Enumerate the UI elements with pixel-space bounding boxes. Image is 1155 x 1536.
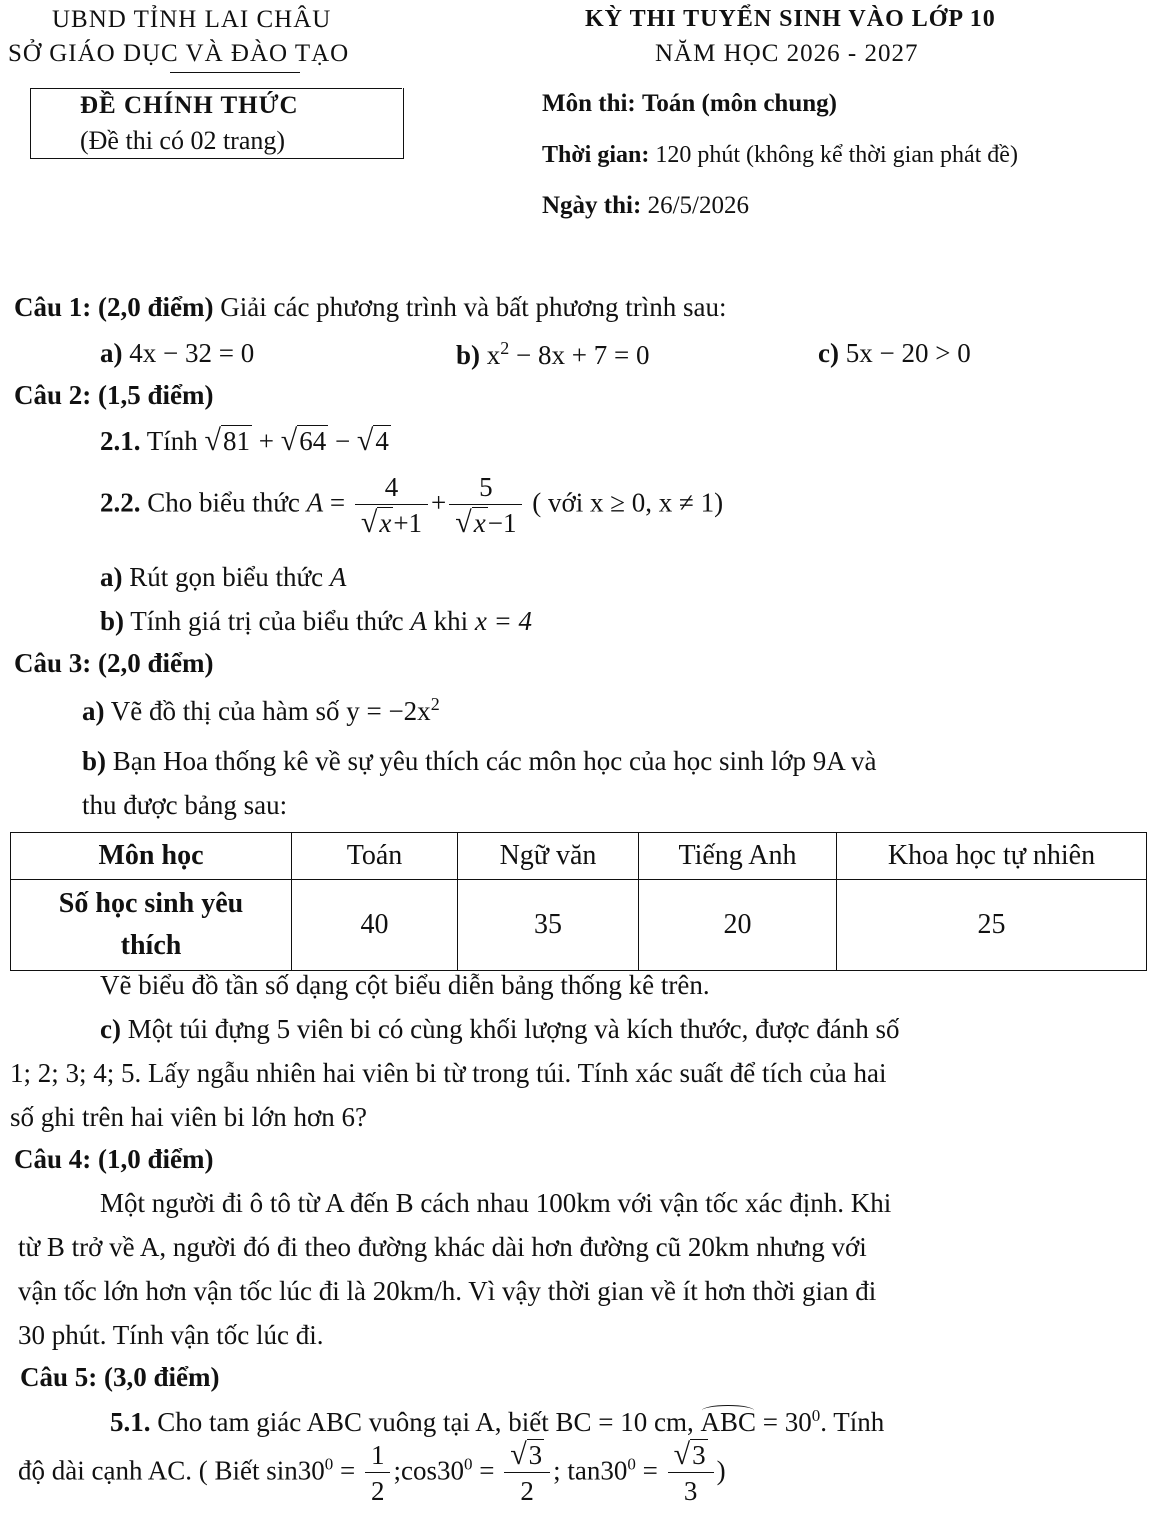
q4-line-2: từ B trở về A, người đó đi theo đường khác dài hơn đường cũ 20km nhưng với	[18, 1232, 867, 1262]
q4-line-4: 30 phút. Tính vận tốc lúc đi.	[18, 1320, 324, 1350]
fraction-2	[449, 470, 522, 541]
date-label: Ngày thi:	[542, 192, 642, 219]
tan-fraction	[668, 1438, 714, 1509]
table-cell: 20	[639, 880, 837, 971]
q3c-line-1: Một túi đựng 5 viên bi có cùng khối lượng và kích thước, được đánh số	[127, 1014, 900, 1044]
table-row	[11, 880, 1147, 971]
date-value: 26/5/2026	[647, 192, 749, 219]
cos-denominator: 2	[520, 1476, 534, 1506]
school-year: NĂM HỌC 2026 - 2027	[655, 40, 919, 67]
question-2-2a	[100, 562, 346, 593]
question-5-title: Câu 5: (3,0 điểm)	[20, 1362, 220, 1392]
subject-label: Môn thi:	[542, 90, 636, 117]
official-label: ĐỀ CHÍNH THỨC	[80, 92, 299, 119]
degree-sup: 0	[463, 1454, 473, 1474]
q3c-line-2: 1; 2; 3; 4; 5. Lấy ngẫu nhiên hai viên bi từ trong túi. Tính xác suất để tích của hai	[10, 1058, 887, 1088]
fraction-1-denominator	[355, 505, 428, 541]
pages-note: (Đề thi có 02 trang)	[80, 126, 286, 155]
close-paren: )	[716, 1455, 726, 1486]
sqrt-icon: √	[455, 506, 472, 539]
q3c-label: c)	[100, 1014, 121, 1044]
angle-abc	[700, 1407, 756, 1438]
question-4-title: Câu 4: (1,0 điểm)	[14, 1144, 214, 1174]
angle-label: ABC	[700, 1407, 756, 1437]
q3a-function: y = −2x	[346, 696, 431, 726]
table-header-cell: Môn học	[11, 833, 292, 880]
equals: =	[472, 1455, 495, 1486]
q2-1-text: Tính	[146, 426, 198, 456]
q2-2-condition: ( với x ≥ 0, x ≠ 1)	[532, 487, 724, 518]
q4-line-1: Một người đi ô tô từ A đến B cách nhau 100km với vận tốc xác định. Khi	[100, 1188, 892, 1218]
q1b-base: x	[486, 340, 501, 370]
sqrt-icon: √	[356, 424, 374, 457]
q3a-exponent: 2	[430, 694, 440, 714]
time-value: 120 phút (không kể thời gian phát đề)	[655, 142, 1018, 168]
var-A: A	[306, 487, 324, 518]
equals: =	[333, 1455, 356, 1486]
question-3b-instruction: Vẽ biểu đồ tần số dạng cột biểu diễn bảng thống kê trên.	[100, 970, 710, 1000]
q5-1-label: 5.1.	[110, 1407, 151, 1437]
cos-fraction	[504, 1438, 550, 1509]
radicand-x: x	[379, 508, 392, 538]
var-A: A	[410, 606, 427, 636]
table-cell: 35	[458, 880, 639, 971]
table-cell: 25	[837, 880, 1147, 971]
time-line	[542, 142, 1018, 169]
table-cell: Toán	[292, 833, 458, 880]
q5-hint-pre: độ dài cạnh AC. ( Biết sin30	[18, 1455, 325, 1486]
question-3b	[82, 746, 877, 777]
q2-1-label: 2.1.	[100, 426, 141, 456]
equals: =	[635, 1455, 658, 1486]
question-2-title: Câu 2: (1,5 điểm)	[14, 380, 214, 410]
sqrt-icon: √	[280, 424, 298, 457]
q3b-text: Bạn Hoa thống kê về sự yêu thích các môn học của học sinh lớp 9A và	[112, 746, 877, 776]
q1c-label: c)	[818, 338, 839, 368]
table-cell: Khoa học tự nhiên	[837, 833, 1147, 880]
q3c-line-3: số ghi trên hai viên bi lớn hơn 6?	[10, 1102, 367, 1132]
radicand-x: x	[473, 508, 486, 538]
cos-label: ;cos30	[393, 1455, 464, 1486]
province-committee: UBND TỈNH LAI CHÂU	[52, 6, 332, 33]
q5-1-text: Cho tam giác ABC vuông tại A, biết BC = 10 cm,	[157, 1407, 694, 1437]
q2-2-text: Cho biểu thức	[147, 487, 300, 518]
table-header-cell	[11, 880, 292, 971]
q2-2-label: 2.2.	[100, 487, 141, 518]
subject-line	[542, 90, 837, 118]
question-2-2: 2.2. Cho biểu thức A = $\frac{4}{√x+1}$ + $\frac{5}{√x-1}$ ( với x ≥ 0, x ≠ 1)	[100, 472, 724, 539]
q1b-exponent: 2	[500, 338, 510, 358]
exam-name: KỲ THI TUYỂN SINH VÀO LỚP 10	[585, 6, 996, 32]
sqrt-icon: √	[360, 506, 378, 539]
statistics-table	[10, 832, 1147, 971]
subject-value: Toán (môn chung)	[642, 90, 837, 117]
question-1	[14, 292, 726, 323]
table-cell: Tiếng Anh	[639, 833, 837, 880]
question-1-title: Câu 1: (2,0 điểm)	[14, 292, 214, 322]
radicand-64: 64	[299, 426, 327, 456]
question-3c	[100, 1014, 900, 1045]
angle-value: = 30	[762, 1407, 812, 1437]
tan-denominator: 3	[683, 1476, 698, 1506]
fraction-2-numerator: 5	[449, 470, 522, 505]
cos-numerator	[504, 1438, 550, 1473]
question-5-1	[110, 1406, 884, 1438]
table-cell: 40	[292, 880, 458, 971]
fraction-2-denominator	[449, 505, 522, 541]
q2b-text: Tính giá trị của biểu thức	[130, 606, 404, 636]
question-1-text: Giải các phương trình và bất phương trình sau:	[220, 292, 727, 322]
q2b-value: x = 4	[474, 606, 533, 636]
degree-sup: 0	[324, 1454, 334, 1474]
question-2-1: 2.1. Tính √81 + √64 − √4	[100, 424, 389, 457]
tan-label: ; tan30	[553, 1455, 628, 1486]
q1b-label: b)	[456, 340, 481, 370]
sin-denominator: 2	[370, 1476, 385, 1506]
radicand-81: 81	[222, 426, 250, 456]
question-3a	[82, 694, 440, 727]
question-3-title: Câu 3: (2,0 điểm)	[14, 648, 214, 678]
q3b-label: b)	[82, 746, 107, 776]
sin-numerator: 1	[365, 1438, 391, 1473]
var-A: A	[329, 562, 347, 592]
sqrt-icon: √	[510, 1438, 527, 1471]
den-1-rest: +1	[393, 508, 423, 538]
q1a-label: a)	[100, 338, 123, 368]
question-1b	[456, 338, 649, 371]
q2a-label: a)	[100, 562, 123, 592]
degree-sup: 0	[811, 1406, 821, 1425]
sin-fraction	[365, 1438, 391, 1509]
sqrt-icon: √	[204, 424, 221, 457]
q2a-text: Rút gọn biểu thức	[129, 562, 324, 592]
q5-hint	[18, 1438, 726, 1509]
table-cell: Ngữ văn	[458, 833, 639, 880]
tan-numerator	[668, 1438, 714, 1473]
angle-arc-icon	[702, 1405, 754, 1416]
radicand-3: 3	[692, 1440, 706, 1470]
table-row	[11, 833, 1147, 880]
radicand-3: 3	[528, 1440, 543, 1470]
row-header-line-2: thích	[120, 930, 182, 961]
q4-line-3: vận tốc lớn hơn vận tốc lúc đi là 20km/h. Vì vậy thời gian về ít hơn thời gian đi	[18, 1276, 877, 1306]
date-line	[542, 192, 749, 220]
education-department: SỞ GIÁO DỤC VÀ ĐÀO TẠO	[8, 40, 350, 67]
degree-sup: 0	[627, 1454, 636, 1474]
question-2-2b	[100, 606, 532, 637]
q2b-label: b)	[100, 606, 125, 636]
q1b-rest: − 8x + 7 = 0	[509, 340, 650, 370]
time-label: Thời gian:	[542, 142, 650, 168]
fraction-1-numerator: 4	[355, 470, 428, 505]
q2b-mid: khi	[433, 606, 469, 636]
q3a-text: Vẽ đồ thị của hàm số	[110, 696, 340, 726]
department-underline	[170, 72, 300, 73]
q5-1-tail: . Tính	[820, 1407, 885, 1437]
q3a-label: a)	[82, 696, 105, 726]
row-header-line-1: Số học sinh yêu	[58, 888, 244, 919]
fraction-1	[355, 470, 428, 541]
question-1a	[100, 338, 254, 369]
q1a-expr: 4x − 32 = 0	[129, 338, 255, 368]
question-1c	[818, 338, 971, 369]
q1c-expr: 5x − 20 > 0	[845, 338, 971, 368]
question-3b-line2: thu được bảng sau:	[82, 790, 288, 820]
den-2-rest: −1	[487, 508, 517, 538]
sqrt-icon: √	[673, 1438, 691, 1471]
radicand-4: 4	[375, 426, 389, 456]
